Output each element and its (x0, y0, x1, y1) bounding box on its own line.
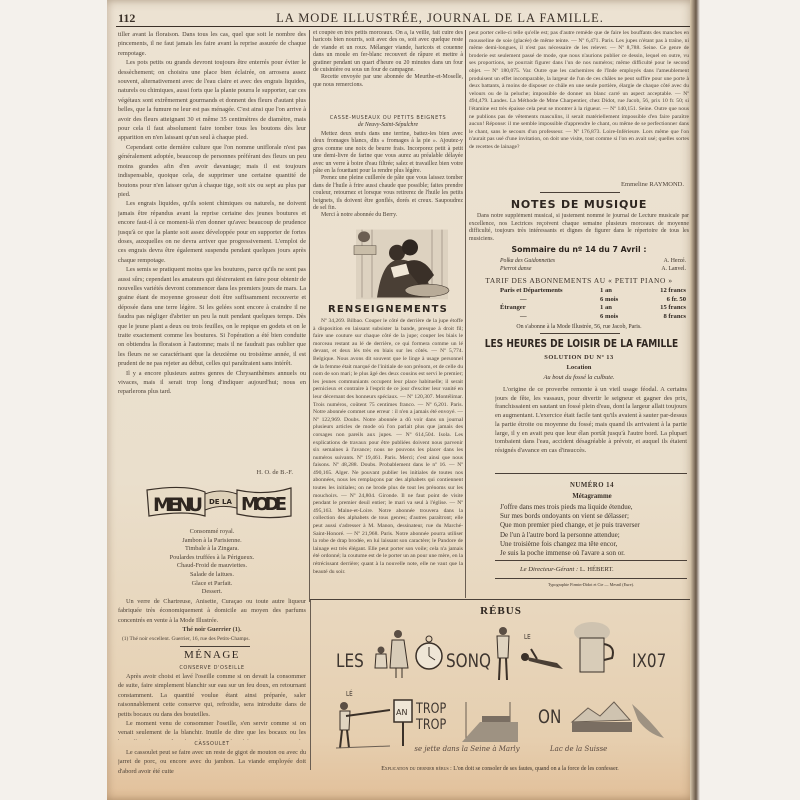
tarif-row (500, 313, 686, 322)
divider (495, 473, 687, 474)
divider (495, 560, 687, 561)
tarif-row (500, 287, 686, 296)
paragraph: Merci à notre abonnée du Berry. (321, 212, 398, 219)
renseignements-continued (469, 30, 689, 178)
sommaire-entry (500, 257, 686, 265)
proverb: Au bout du fossé la culbute. (543, 374, 615, 381)
tarif-price: 8 francs (663, 312, 686, 320)
rebus-caption: Lac de la Suisse (550, 745, 608, 753)
poem-line: Une troisième fois changez ma tête encor, (500, 539, 618, 548)
tarif-price: 12 francs (660, 287, 686, 294)
paragraph: Mettez deux œufs dans une terrine, battez-les bien avec deux fromages blancs, dits « fromages à la pie ». Ajoutez-y gros comme une noix de beurre frais. Incorporez petit à petit une demi-livre de farine que vous aurez au préalable délayée avec un verre à boire d'eau filtrée; salez et travaillez bien votre pâte en la fouettant pour la rendre plus légère. (313, 131, 463, 175)
director-name: L. HÉBERT. (579, 566, 614, 573)
illustration-icon (352, 226, 452, 302)
solution-text (495, 386, 687, 466)
menu-logo (145, 482, 295, 524)
paragraph: peut porter celle-ci telle qu'elle est; pas d'autre remède que de faire les bouffants des manches en mousseline de soie (glacée) de même teinte. — Nº 6,471. Paris. Les jupes n'étant pas à traîne, ni même demi-longues, il n'est pas nécessaire de les relever. — Nº 8,788. Seine. Ce genre de broderie est seulement passé de mode, que nous n'aurions publier ce dessin, lequel en outre, vu ses proportions, ne pourrait figurer dans l'un de nos numéros; même difficulté pour le second objet. — Nº 180,075. Var. Outre que les cachemires de l'Inde employés dans l'ameublement produisent un effet incomparable, la largeur de l'un de ces châles ne peut suffire pour une porte à deux battants, à moins de disposer ce châle en une seule portière, élargie de chaque côté avec du velours ou de la peluche; impossible de donner un blanc carré un aspect acceptable. — Nº 494,479. Landes. La Méthode de Mme Charpentier, chez Didot, rue Jacob, 56, prix 10 fr. 50; si l'étamine est très épaisse cela peut se montrer à la rigueur. — Nº 140,151. Seine. Outre que nous ne publions pas de vêtements masculins, il serait matériellement impossible d'en faire paraître aucun! Réponse: il me semble impossible d'apprendre le chant, ou même de se perfectionner dans le chant, sans le secours d'un professeur. — Nº 176,873. Loire-Inférieure. Lors même que l'on n'aurait pas usé d'une invitation, on doit une visite, tout comme si l'on en avait usé; quelles sortes de recettes de lainage? (469, 30, 689, 150)
sommaire-list (500, 257, 686, 273)
column-divider (465, 30, 466, 598)
tarif-price: 6 fr. 50 (666, 295, 686, 303)
notes-text (469, 213, 689, 244)
paragraph: Nº 34,269. Bilbao. Couper le côté de derrière de la jupe étoffe à disposition en laissant subsister la bande, presque à droit fil; faire une couture sur chaque côté de la jupe; couper les biais le morceau restant au lé de derrière, ce qui formera comme un lé devant, et deux lés très en biais sur les côtés. — Nº 5,774. Belgique. Nous avons dit souvent que le linge à usage personnel de la femme était marqué de l'initiale de son prénom, et de celle du nom de son mari; le plus âgé des deux cousins est servi le premier; les jeunes communiants occupent leur place habituelle; il serait pernicieux et contraire à l'esprit de ce jour d'exciter leur vanité en leur décernant des honneurs spéciaux. — Nº 120,307. Montélimar. Trois numéros, coûtent 75 centimes franco. — Nº 6,201. Paris. Notre abonnée commet une erreur : il n'en a jamais été envoyé. — Nº 122,969. Doubs. Notre abonnée a dû voir dans un journal plusieurs articles de mode où l'on parlait plus que jamais des corsages non pareils aux jupes. — Nº 614,504. Isola. Les explications de travaux pour être publiées doivent nous parvenir six semaines à l'avance; nous ne pouvons les placer dans les numéros suivants. Nº 19,461. Paris. Merci; c'est ainsi que nous faisons. Nº 48,288. Doubs. Probablement dans le nº 16. — Nº 490,165. Alger. Ne pouvant publier les initiales de toutes nos abonnées, nous les remplaçons par des alphabets qui contiennent toutes les initiales; on ne brode plus de tout les prénoms sur les mouchoirs. — Nº 24,804. Gironde. Il ne faut point de visite pendant le premier deuil entier; le mari va seul à l'église. — Nº 495,163. Maine-et-Loire. Notre abonnée trouvera dans la collection des alphabets de tous genres; d'autres paraîtront; elle peut aussi s'adresser à M. Manon, dessinateur, rue du Marché-Saint-Honoré. — Nº 21,968. Paris. Notre abonnée pourra utiliser la robe de drap brodée, en lui laissant son caractère; le Pandore de lainage est très élégant. Elle peut porter son voile; cela n'a jamais été ordonné; la coutume est de le porter un an pour une mère, en la rétrécissant derrière; quant à la nouvelle note, elle ne vaut que la beauté du soir. (313, 318, 463, 575)
rebus-word: LÉ (346, 690, 353, 698)
svg-text:MODE: MODE (241, 494, 287, 515)
menu-item: Chaud-Froid de mauviettes. (176, 562, 248, 570)
liqueur-note (118, 597, 306, 625)
paragraph: et coupée en très petits morceaux. On a, la veille, fait cuire des haricots bien nourris, soit avec des os, soit avec quelque reste de viande et un roux. Mélanger viande, haricots et couenne dans un moule en fer-blanc recouvert de râpure et mettre à gratiner pendant un quart d'heure ou 20 minutes dans un four de cuisinière ou sous un four de campagne. (313, 30, 463, 74)
menu-item: Salade de laitues. (190, 570, 234, 578)
poem-line: Que mon premier pied change, et je puis traverser (500, 521, 640, 530)
divider (495, 578, 687, 579)
rebus-title: RÉBUS (480, 605, 522, 617)
menu-item: Dessert. (201, 588, 223, 596)
paragraph: L'origine de ce proverbe remonte à un vieil usage féodal. A certains jours de fête, les vassaux, pour divertir le seigneur et gagner des prix, franchissaient en sautant un fossé plein d'eau, dont la largeur allait toujours en augmentant. L'exercice était facile tant qu'ils avaient à sauter par-dessus la partie étroite ou moyenne du fossé; mais quand ils arrivaient à la partie large, il y en avait peu que leur élan portât jusqu'à l'autre bord. La plupart tombaient dans l'eau, accident désagréable à prévoir, et auquel ils étaient résignés d'avance en cas d'insuccès. (495, 386, 687, 454)
author-signature: Emmeline RAYMOND. (621, 181, 684, 188)
poem-line: Je suis la poche immense où l'avare a son or. (500, 549, 625, 558)
piece-title: Polka des Guidonnettes (500, 258, 556, 264)
hunter-with-rifle-icon (332, 700, 392, 750)
paragraph: Prenez une pleine cuillerée de pâte que vous laissez tomber dans de l'huile à frire aussi chaude que possible; faites prendre couleur, retournez et lorsque vous retirerez de l'huile les petits beignets, ils doivent être gonflés, dorés et creux. Saupoudrez de sel fin. (313, 175, 463, 212)
menu-list (118, 528, 306, 598)
menu-item: Glace et Parfait. (191, 579, 233, 587)
paragraph: Le cassoulet peut se faire avec un reste de gigot de mouton ou avec du jarret de porc, ou encore avec du jambon. La viande employée doit d'abord avoir été cuite (118, 749, 306, 775)
standing-man-icon (492, 626, 514, 682)
explanation-label: Explication du dernier rébus : (381, 766, 452, 772)
rebus-explanation (340, 765, 660, 773)
poem-line: De l'un à l'autre bord la personne attendue; (500, 530, 620, 539)
recipe-beignets (313, 131, 463, 225)
section-title-menage: MÉNAGE (183, 649, 241, 661)
paragraph: tiller avant la floraison. Dans tous les cas, quel que soit le nombre des pincements, il ne faut jamais les faire avant la reprise assurée de chaque rempotage. (118, 31, 306, 57)
page-edge (690, 0, 700, 800)
column-divider (309, 30, 310, 602)
section-title-loisir (469, 338, 689, 351)
section-title-renseignements: RENSEIGNEMENTS (327, 304, 449, 315)
menu-item: Poulardes truffées à la Périgueux. (169, 553, 255, 561)
article-chrysanthemes (118, 30, 306, 468)
poem-line: J'offre dans mes trois pieds ma liquide étendue, (500, 503, 633, 511)
river-landscape-icon (460, 698, 520, 744)
paragraph: Recette envoyée par une abonnée de Meurthe-et-Moselle, que nous remercions. (313, 74, 463, 88)
poem-line: Sur mes bords ondoyants on vient se délasser; (500, 512, 629, 521)
solution-title: SOLUTION DU Nº 13 (544, 354, 614, 361)
rebus-puzzle (312, 620, 690, 760)
mother-child-icon (372, 628, 412, 680)
rebus-word: LES (336, 650, 364, 672)
header-rule (116, 26, 690, 27)
solution-type: Location (566, 364, 592, 371)
divider (540, 333, 620, 334)
footnote: (1) Thé noir excellent. Guerrier, 16, rue des Petits-Champs. (122, 636, 250, 642)
menu-item: Timbale à la Zingara. (185, 545, 239, 553)
tarif-table (500, 287, 686, 321)
rebus-caption: se jette dans la Seine à Marly (414, 745, 520, 753)
paragraph: Dans notre supplément musical, si justement nommé le journal de Lecture musicale par excellence, nos Lectrices reçoivent chaque semaine plusieurs morceaux de moyenne difficulté, toujours très intéressants et dignes de figurer dans le répertoire de tous les musiciens. (469, 213, 689, 242)
recipe-title: CONSERVE D'OSEILLE (179, 665, 245, 671)
paragraph: Les engrais liquides, qu'ils soient chimiques ou naturels, ne doivent jamais être répandus avant la reprise certaine des jeunes boutures et encore faut-il à ce moment-là n'en donner qu'avec beaucoup de prudence jusqu'à ce que la plante soit assez développée pour en supporter de fortes doses, auxquelles on ne devra arriver que progressivement. L'emploi de ces engrais devra être également suspendu pendant quelques jours après chaque rempotage. (118, 200, 306, 264)
tarif-row (500, 304, 686, 313)
paragraph: Cependant cette dernière culture que l'on nomme uniflorale n'est pas généralement adoptée, beaucoup de personnes préférant des fleurs un peu moins grandes afin d'en avoir davantage; mais il est toujours indispensable, quoique cela, de supprimer une certaine quantité de boutons pour n'en laisser qu'un à chaque tige, soit six ou sept au plus par pied. (118, 143, 306, 198)
tarif-term: 1 an (600, 287, 612, 294)
paragraph: Le moment venu de consommer l'oseille, s'en servir comme si on venait seulement de la blanchir. Inutile de dire que les bocaux ou les (118, 720, 306, 737)
menu-item: Jambon à la Parisienne. (182, 536, 242, 544)
divider (540, 192, 620, 193)
svg-text:DE LA: DE LA (209, 498, 232, 506)
tarif-place: — (520, 312, 527, 320)
sommaire-entry (500, 265, 686, 273)
sommaire-title: Sommaire du nº 14 du 7 Avril : (511, 245, 647, 254)
director-line (520, 565, 690, 574)
beer-mug-icon (570, 620, 620, 676)
paragraph: Les pots petits ou grands devront toujours être enterrés pour éviter le dessèchement; on choisira une place bien éclairée, on arrosera assez souvent, alternativement avec de l'eau claire et avec des engrais liquides, naturels ou chimiques, aussi forts que la plante pourra le supporter, car ces végétaux sont extrêmement gourmands et donnent des fleurs d'autant plus belles, que la fumure ne leur est pas ménagée. C'est ainsi que l'on arrive à avoir des fleurs atteignant 30 et même 35 centimètres de diamètre, mais pour cela il faut absolument faire tomber tous les boutons dès leur apparition en n'en laissant qu'un seul à chaque pied. (118, 59, 306, 142)
recipe-title: CASSOULET (194, 741, 230, 747)
paragraph: Les semis se pratiquent moins que les boutures, parce qu'ils ne sont pas aussi sûrs; cependant les amateurs qui désireraient en faire pour obtenir de nouvelles variétés devront commencer dans les premiers jours de mars. La graine étant de moyenne grosseur doit être suffisamment recouverte et déposée dans une terre légère. Si les gelées sont encore à craindre il ne faudra pas négliger d'abriter un peu la nuit pendant quelques temps. Dès que le jeune plant a deux ou trois feuilles, on le repique en godets et on le traite exactement comme les boutures. Si l'opération a été bien conduite on obtiendra la floraison à l'automne; mais il ne faudrait pas oublier que les fleurs ne se caractérisant que la deuxième ou troisième année, il est prudent de ne pas rejeter au début, celles qui paraîtraient sans intérêt. (118, 266, 306, 368)
recipe-title: CASSE-MUSEAUX OU PETITS BEIGNETS (329, 115, 447, 121)
pocket-watch-icon (414, 634, 444, 672)
subscription-note: On s'abonne à la Mode Illustrée, 56, rue Jacob, Paris. (516, 324, 642, 330)
tarif-place: — (520, 295, 527, 303)
article-cassoulet-end (313, 30, 463, 114)
paragraph: Il y a encore plusieurs autres genres de Chrysanthèmes annuels ou vivaces, mais il serait trop long d'indiquer aujourd'hui; nous en reparlerons plus tard. (118, 369, 306, 396)
divider (310, 599, 690, 600)
puzzle-poem (500, 503, 690, 558)
menu-item: Consommé royal. (189, 528, 235, 535)
section-title-notes-musique: NOTES DE MUSIQUE (510, 198, 648, 211)
menu-banner-icon (145, 482, 295, 524)
svg-text:MENU: MENU (153, 494, 203, 516)
article-signature: H. O. de B.-F. (256, 469, 293, 476)
tarif-row (500, 296, 686, 305)
paragraph: Un verre de Chartreuse, Anisette, Curaçao ou toute autre liqueur fabriquée très économiquement à domicile au moyen des parfums concentrés en vente à la Mode Illustrée. (118, 598, 306, 624)
svg-text:AN: AN (396, 708, 408, 717)
rebus-word: SONQ (446, 650, 491, 672)
rebus-word: TROP (416, 717, 447, 733)
recipe-subtitle: de Neuvy-Saint-Sépulchre (357, 122, 419, 128)
section-title-loisir-text: LES HEURES DE LOISIR DE LA FAMILLE (484, 338, 679, 350)
tarif-title: TARIF DES ABONNEMENTS AU « PETIT PIANO » (485, 276, 673, 285)
journal-title: LA MODE ILLUSTRÉE, JOURNAL DE LA FAMILLE. (276, 11, 604, 25)
column-divider (310, 600, 311, 770)
lake-mountains-icon (568, 698, 668, 744)
rebus-word: LE (524, 633, 531, 641)
tarif-place: Étranger (500, 304, 526, 311)
page-number: 112 (118, 11, 136, 25)
fallen-man-icon (517, 645, 567, 673)
tea-note: Thé noir Guerrier (1). (182, 626, 242, 633)
puzzle-number: NUMÉRO 14 (570, 482, 614, 489)
tarif-price: 15 francs (660, 304, 686, 311)
explanation-text: L'on doit se consoler de ses fautes, quand on a la force de les confesser. (453, 766, 619, 772)
printer-line: Typographie Firmin-Didot et Cie — Mesnil (Eure). (547, 582, 635, 587)
piece-author: A. Herzé. (663, 258, 686, 264)
tarif-place: Paris et Départements (500, 287, 563, 294)
tarif-term: 1 an (600, 304, 612, 311)
tarif-term: 6 mois (600, 312, 619, 320)
puzzle-type: Métagramme (572, 493, 612, 500)
renseignements-text (313, 318, 463, 598)
recipe-cassoulet (118, 748, 306, 776)
tarif-term: 6 mois (600, 295, 619, 303)
recipe-oseille (118, 672, 306, 740)
divider (180, 646, 250, 647)
rebus-word: TROP (416, 701, 447, 717)
target-sign-icon (392, 698, 416, 748)
piece-title: Pierrot danse (500, 266, 532, 272)
engraving-two-women-reading (352, 226, 452, 302)
paragraph: Après avoir choisi et lavé l'oseille comme si on devait la consommer de suite, faire simplement blanchir sur eau sur un feu doux, en retournant constamment. La quantité voulue étant ainsi préparée, saler raisonnablement cette conserve qui, refroidie, sera introduite dans de petits bocaux ou dans des bouteilles. (118, 673, 306, 718)
rebus-word: ON (538, 706, 562, 728)
director-label: Le Directeur-Gérant : (520, 566, 579, 573)
piece-author: A. Lanvel. (661, 266, 686, 272)
rebus-word: IX07 (632, 650, 667, 672)
